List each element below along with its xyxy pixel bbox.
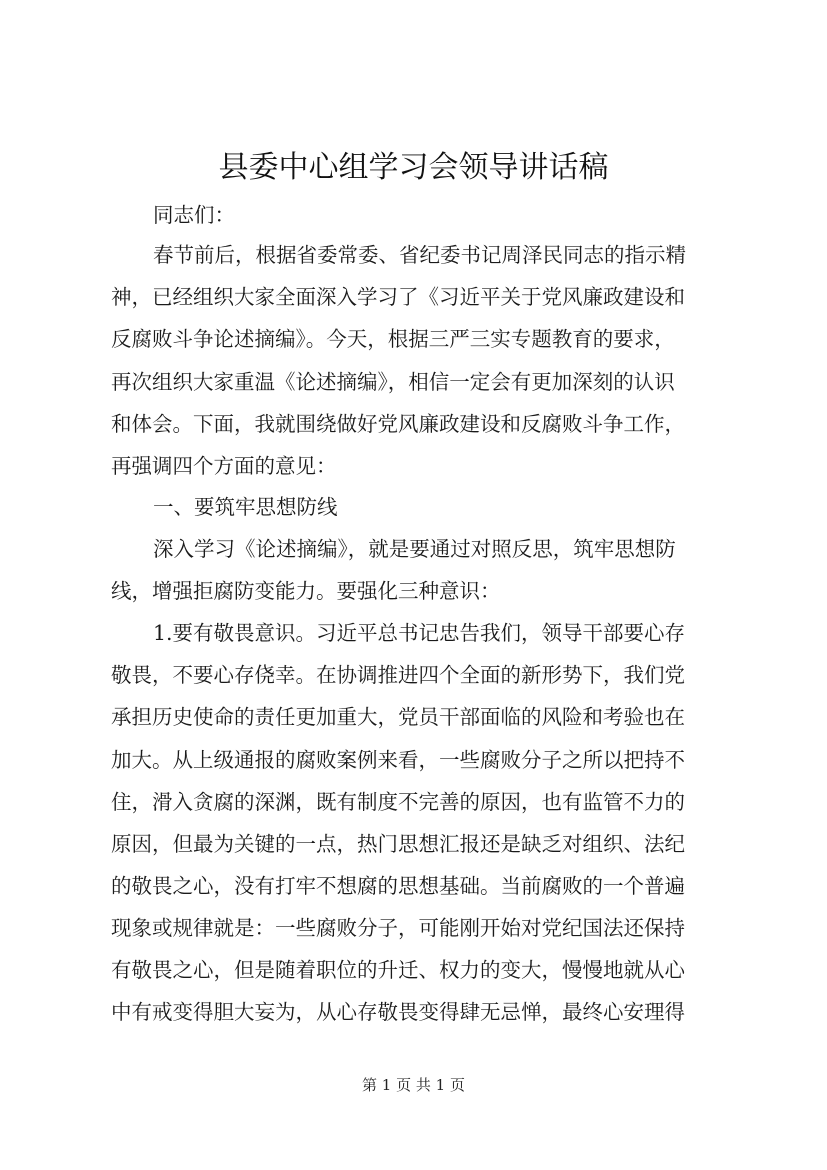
body-line: 线，增强拒腐防变能力。要强化三种意识： bbox=[111, 579, 501, 603]
body-line: 加大。从上级通报的腐败案例来看，一些腐败分子之所以把持不 bbox=[111, 748, 685, 772]
body-line: 反腐败斗争论述摘编》。今天，根据三严三实专题教育的要求， bbox=[111, 327, 675, 351]
body-line: 原因，但最为关键的一点，热门思想汇报还是缺乏对组织、法纪 bbox=[111, 832, 685, 856]
body-line: 深入学习《论述摘编》，就是要通过对照反思，筑牢思想防 bbox=[153, 537, 676, 561]
body-line: 有敬畏之心，但是随着职位的升迁、权力的变大，慢慢地就从心 bbox=[111, 958, 685, 982]
section-heading: 一、要筑牢思想防线 bbox=[153, 495, 338, 519]
document-title: 县委中心组学习会领导讲话稿 bbox=[218, 150, 609, 185]
body-line: 神，已经组织大家全面深入学习了《习近平关于党风廉政建设和 bbox=[111, 285, 685, 309]
body-line: 住，滑入贪腐的深渊，既有制度不完善的原因，也有监管不力的 bbox=[111, 790, 685, 814]
body-line: 和体会。下面，我就围绕做好党风廉政建设和反腐败斗争工作， bbox=[111, 412, 685, 436]
body-line: 1.要有敬畏意识。习近平总书记忠告我们，领导干部要心存 bbox=[153, 621, 686, 645]
body-line: 承担历史使命的责任更加重大，党员干部面临的风险和考验也在 bbox=[111, 705, 685, 729]
salutation-line: 同志们： bbox=[153, 203, 235, 227]
body-line: 再次组织大家重温《论述摘编》，相信一定会有更加深刻的认识 bbox=[111, 370, 675, 394]
body-line: 敬畏，不要心存侥幸。在协调推进四个全面的新形势下，我们党 bbox=[111, 663, 685, 687]
body-line: 春节前后，根据省委常委、省纪委书记周泽民同志的指示精 bbox=[153, 243, 686, 267]
page-number-footer: 第 1 页 共 1 页 bbox=[362, 1076, 465, 1094]
body-line: 的敬畏之心，没有打牢不想腐的思想基础。当前腐败的一个普遍 bbox=[111, 874, 685, 898]
body-line: 中有戒变得胆大妄为，从心存敬畏变得肆无忌惮，最终心安理得 bbox=[111, 1000, 685, 1024]
body-line: 现象或规律就是：一些腐败分子，可能刚开始对党纪国法还保持 bbox=[111, 916, 685, 940]
body-line: 再强调四个方面的意见： bbox=[111, 454, 337, 478]
